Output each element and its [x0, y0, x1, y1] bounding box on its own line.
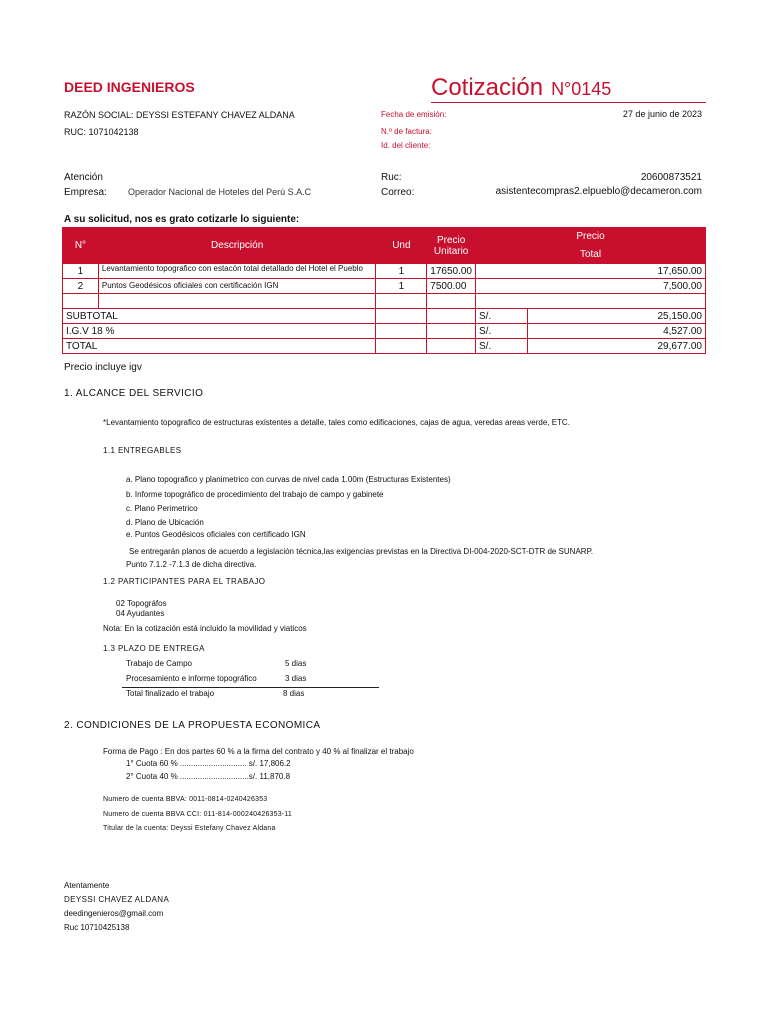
- entregable-item: b. Informe topográfico de procedimiento del trabajo de campo y gabinete: [126, 490, 384, 499]
- total-value: 29,677.00: [527, 339, 705, 354]
- quote-table: [62, 227, 706, 354]
- plazo-value: 8 dias: [283, 689, 305, 698]
- row-total: 17,650.00: [476, 264, 706, 279]
- closing: Atentamente: [64, 881, 110, 890]
- issuer-ruc: RUC: 1071042138: [64, 127, 139, 137]
- plazo-label: Trabajo de Campo: [126, 659, 192, 668]
- header-desc: Descripción: [98, 228, 376, 264]
- igv-value: 4,527.00: [527, 324, 705, 339]
- client-ruc-value: 20600873521: [640, 172, 702, 183]
- header-precio: Precio: [476, 228, 706, 246]
- participantes-title: 1.2 PARTICIPANTES PARA EL TRABAJO: [103, 577, 266, 586]
- precio-note: Precio incluye igv: [64, 362, 142, 373]
- row-num: 1: [63, 264, 99, 279]
- correo-value: asistentecompras2.elpueblo@decameron.com: [495, 186, 702, 197]
- empresa-label: Empresa:: [64, 187, 107, 198]
- row-total: 7,500.00: [476, 279, 706, 294]
- section1-title: 1. ALCANCE DEL SERVICIO: [64, 388, 204, 399]
- signer-email: deedingenieros@gmail.com: [64, 909, 164, 918]
- cuenta-bbva: Numero de cuenta BBVA: 0011-0814-0240426353: [103, 796, 268, 803]
- cliente-label: Id. del cliente:: [381, 141, 431, 150]
- document-title: [431, 74, 611, 102]
- cuenta-cci: Numero de cuenta BBVA CCI: 011-814-000240426353-11: [103, 811, 293, 818]
- client-ruc-label: Ruc:: [381, 172, 402, 183]
- entregable-item: d. Plano de Ubicación: [126, 518, 204, 527]
- quote-number: N°0145: [551, 79, 612, 99]
- factura-label: N.º de factura:: [381, 127, 432, 136]
- plazo-label: Total finalizado el trabajo: [126, 689, 215, 698]
- section2-title: 2. CONDICIONES DE LA PROPUESTA ECONOMICA: [64, 720, 321, 731]
- plazo-label: Procesamiento e informe topográfico: [126, 674, 257, 683]
- fecha-label: Fecha de emisión:: [381, 110, 447, 119]
- table-row: [63, 279, 706, 294]
- signer-ruc: Ruc 10710425138: [64, 923, 130, 932]
- title-underline: [431, 102, 706, 103]
- total-row: [63, 339, 706, 354]
- plazo-title: 1.3 PLAZO DE ENTREGA: [103, 644, 205, 653]
- subtotal-currency: S/.: [476, 309, 528, 324]
- header-precio-unitario: Precio Unitario: [427, 228, 476, 264]
- total-currency: S/.: [476, 339, 528, 354]
- entregable-item: a. Plano topografico y planimetrico con curvas de nivel cada 1.00m (Estructuras Existentes): [126, 475, 451, 484]
- title-text: Cotización: [431, 74, 544, 101]
- signer-name: DEYSSI CHAVEZ ALDANA: [64, 895, 170, 904]
- table-row: [63, 264, 706, 279]
- empresa-value: Operador Nacional de Hoteles del Perú S.A.C: [128, 187, 312, 197]
- empty-row: [63, 294, 706, 309]
- row-unit-price: 17650.00: [427, 264, 476, 279]
- legal-note-1: Se entregarán planos de acuerdo a legislación técnica,las exigencias previstas en la Directiva DI-004-2020-SCT-DTR de SUNARP.: [129, 547, 594, 556]
- subtotal-row: [63, 309, 706, 324]
- cuota-1: 1° Cuota 60 % .............................. s/. 17,806.2: [126, 759, 291, 768]
- atencion-label: Atención: [64, 172, 103, 183]
- subtotal-label: SUBTOTAL: [63, 309, 376, 324]
- entregable-item: e. Puntos Geodésicos oficiales con certificado IGN: [126, 530, 306, 539]
- igv-row: [63, 324, 706, 339]
- header-total: Total: [476, 246, 706, 264]
- participante-item: 02 Topográfos: [116, 599, 167, 608]
- subtotal-value: 25,150.00: [527, 309, 705, 324]
- participante-item: 04 Ayudantes: [116, 609, 165, 618]
- igv-label: I.G.V 18 %: [63, 324, 376, 339]
- entregable-item: c. Plano Perimetrico: [126, 504, 198, 513]
- nota: Nota: En la cotización está incluido la movilidad y viaticos: [103, 624, 307, 633]
- cuota-2: 2° Cuota 40 % ...............................s/. 11,870.8: [126, 772, 291, 781]
- plazo-value: 5 dias: [285, 659, 307, 668]
- row-num: 2: [63, 279, 99, 294]
- intro-text: A su solicitud, nos es grato cotizarle lo siguiente:: [64, 214, 300, 225]
- entregables-title: 1.1 ENTREGABLES: [103, 446, 182, 455]
- header-num: N°: [63, 228, 99, 264]
- row-desc: Puntos Geodésicos oficiales con certificación IGN: [98, 279, 376, 294]
- total-label: TOTAL: [63, 339, 376, 354]
- header-und: Und: [376, 228, 427, 264]
- row-desc: [98, 264, 376, 279]
- titular-cuenta: Titular de la cuenta: Deyssi Estefany Chavez Aldana: [103, 825, 276, 832]
- plazo-value: 3 dias: [285, 674, 307, 683]
- igv-currency: S/.: [476, 324, 528, 339]
- section1-description: *Levantamiento topografico de estructuras existentes a detalle, tales como edificaciones, cajas de agua, veredas areas verde, ETC.: [103, 418, 570, 427]
- forma-pago: Forma de Pago : En dos partes 60 % a la firma del contrato y 40 % al finalizar el trabajo: [103, 747, 414, 756]
- row-unit-price: 7500.00: [427, 279, 476, 294]
- correo-label: Correo:: [381, 187, 415, 198]
- plazo-divider: [122, 687, 379, 688]
- row-desc-text: Levantamiento topografico con estacón total detallado del Hotel el Pueblo: [101, 265, 363, 273]
- row-und: 1: [376, 279, 427, 294]
- company-name: DEED INGENIEROS: [64, 79, 195, 95]
- row-und: 1: [376, 264, 427, 279]
- legal-note-2: Punto 7.1.2 -7.1.3 de dicha directiva.: [126, 560, 257, 569]
- fecha-value: 27 de junio de 2023: [622, 109, 702, 119]
- razon-social: RAZÓN SOCIAL: DEYSSI ESTEFANY CHAVEZ ALDANA: [64, 110, 295, 120]
